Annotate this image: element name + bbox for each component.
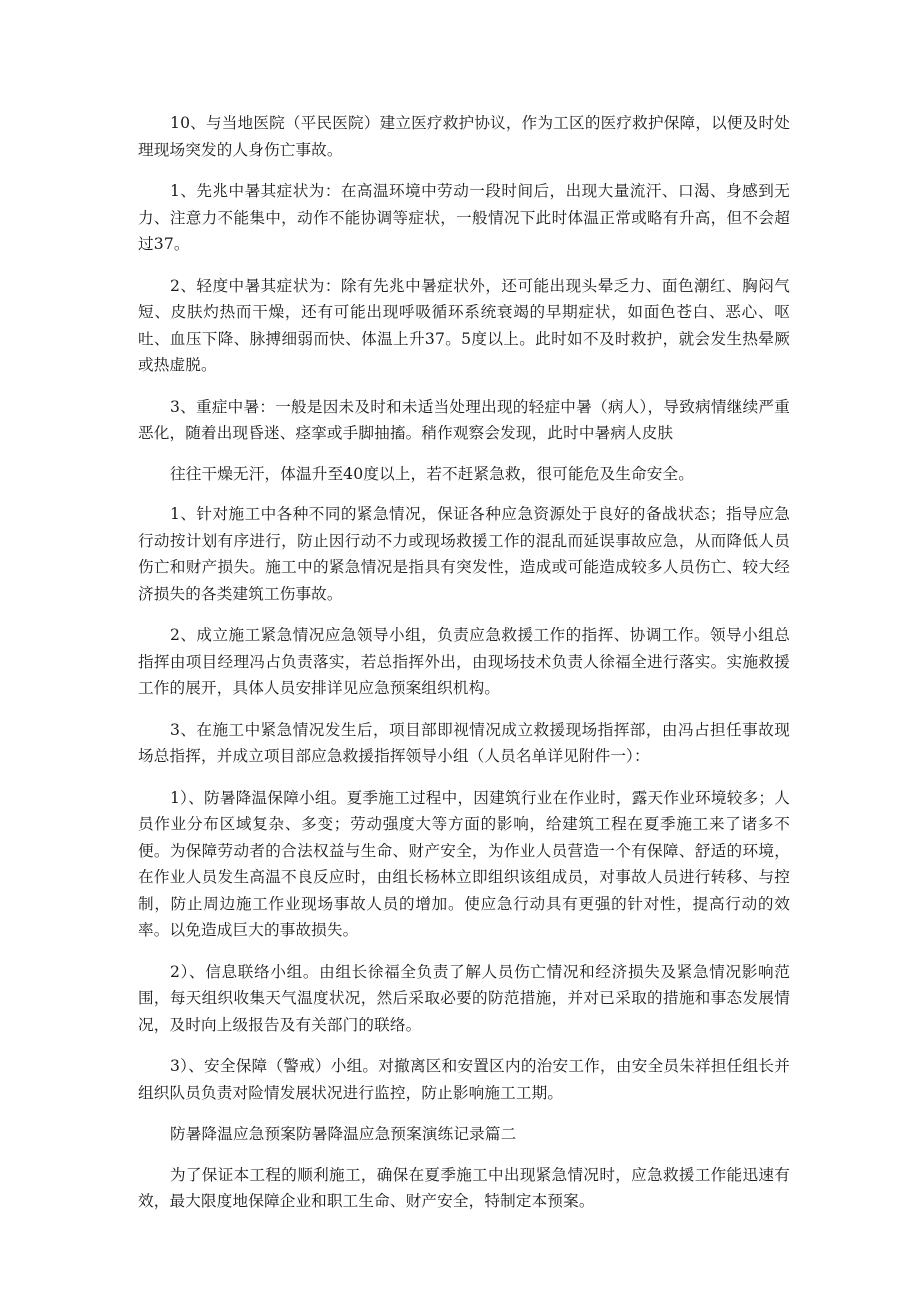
paragraph-mild-heatstroke: 2、轻度中暑其症状为：除有先兆中暑症状外，还可能出现头晕乏力、面色潮红、胸闷气短、皮肤灼热而干燥，还有可能出现呼吸循环系统衰竭的早期症状，如面色苍白、恶心、呕吐、血压下降、脉搏细弱而快、体温上升37。5度以上。此时如不及时救护，就会发生热晕厥或热虚脱。 [138, 276, 790, 374]
paragraph-emergency-purpose: 1、针对施工中各种不同的紧急情况，保证各种应急资源处于良好的备战状态；指导应急行动按计划有序进行，防止因行动不力或现场救援工作的混乱而延误事故应急，从而降低人员伤亡和财产损失。施工中的紧急情况是指具有突发性，造成或可能造成较多人员伤亡、较大经济损失的各类建筑工伤事故。 [138, 505, 790, 603]
paragraph-precursor-heatstroke: 1、先兆中暑其症状为：在高温环境中劳动一段时间后，出现大量流汗、口渴、身感到无力、注意力不能集中，动作不能协调等症状，一般情况下此时体温正常或略有升高，但不会超过37。 [138, 182, 790, 253]
paragraph-medical-agreement: 10、与当地医院（平民医院）建立医疗救护协议，作为工区的医疗救护保障，以便及时处理现场突发的人身伤亡事故。 [138, 114, 790, 159]
paragraph-plan-purpose: 为了保证本工程的顺利施工，确保在夏季施工中出现紧急情况时，应急救援工作能迅速有效，最大限度地保障企业和职工生命、财产安全，特制定本预案。 [138, 1165, 790, 1210]
document-body [138, 110, 790, 1230]
paragraph-cooling-group: 1）、防暑降温保障小组。夏季施工过程中，因建筑行业在作业时，露天作业环境较多；人员作业分布区域复杂、多变；劳动强度大等方面的影响，给建筑工程在夏季施工来了诸多不便。为保障劳动者的合法权益与生命、财产安全，为作业人员营造一个有保障、舒适的环境，在作业人员发生高温不良反应时，由组长杨林立即组织该组成员，对事故人员进行转移、与控制，防止周边施工作业现场事故人员的增加。使应急行动具有更强的针对性，提高行动的效率。以免造成巨大的事故损失。 [138, 788, 790, 939]
paragraph-liaison-group: 2）、信息联络小组。由组长徐福全负责了解人员伤亡情况和经济损失及紧急情况影响范围，每天组织收集天气温度状况，然后采取必要的防范措施，并对已采取的措施和事态发展情况，及时向上级报告及有关部门的联络。 [138, 962, 790, 1034]
paragraph-severe-heatstroke: 3、重症中暑：一般是因未及时和未适当处理出现的轻症中暑（病人），导致病情继续严重恶化，随着出现昏迷、痉挛或手脚抽搐。稍作观察会发现，此时中暑病人皮肤 [138, 397, 790, 442]
paragraph-severe-heatstroke-continued: 往往干燥无汗，体温升至40度以上，若不赶紧急救，很可能危及生命安全。 [170, 464, 694, 483]
paragraph-leadership-group: 2、成立施工紧急情况应急领导小组，负责应急救援工作的指挥、协调工作。领导小组总指挥由项目经理冯占负责落实，若总指挥外出，由现场技术负责人徐福全进行落实。实施救援工作的展开，具体人员安排详见应急预案组织机构。 [138, 626, 790, 697]
paragraph-security-group: 3）、安全保障（警戒）小组。对撤离区和安置区内的治安工作，由安全员朱祥担任组长并组织队员负责对险情发展状况进行监控，防止影响施工工期。 [138, 1057, 790, 1102]
section-heading-part-two: 防暑降温应急预案防暑降温应急预案演练记录篇二 [170, 1125, 517, 1143]
paragraph-command-post: 3、在施工中紧急情况发生后，项目部即视情况成立救援现场指挥部，由冯占担任事故现场总指挥，并成立项目部应急救援指挥领导小组（人员名单详见附件一）： [138, 720, 790, 765]
